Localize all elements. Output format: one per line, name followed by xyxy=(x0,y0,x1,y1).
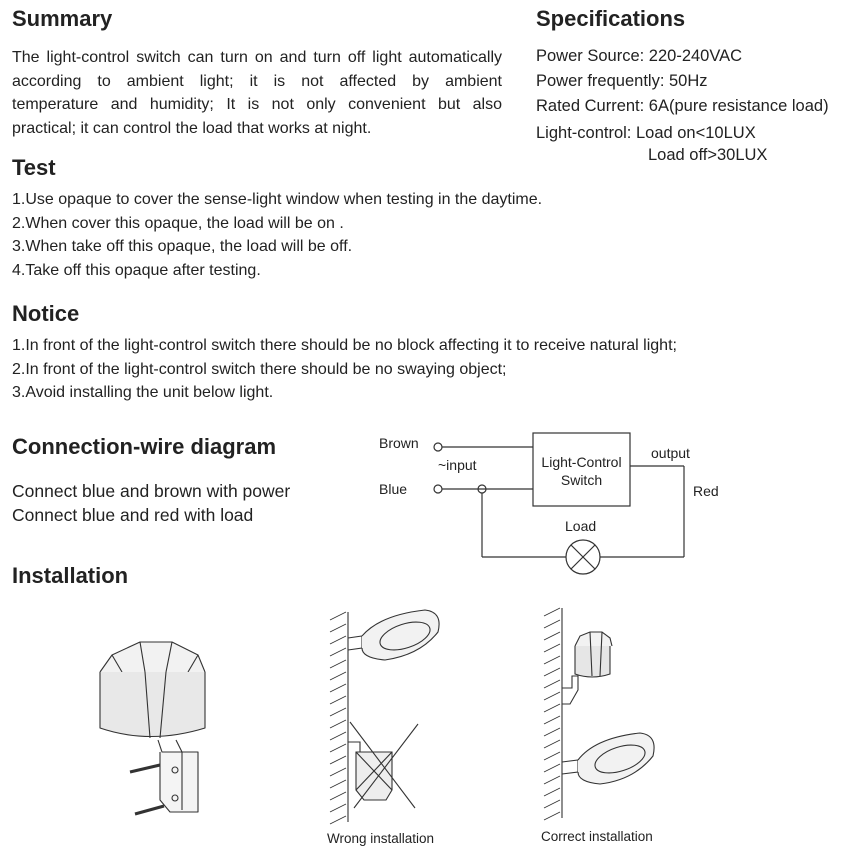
connection-line: Connect blue and red with load xyxy=(12,505,254,525)
notice-item: 2.In front of the light-control switch there should be no swaying object; xyxy=(12,360,507,378)
diagram-output-label: output xyxy=(651,445,690,461)
test-item: 3.When take off this opaque, the load will be off. xyxy=(12,238,353,255)
summary-line: The light-control switch can turn on and turn off light automatically xyxy=(12,49,502,66)
connection-line: Connect blue and brown with power xyxy=(12,481,291,501)
test-item: 2.When cover this opaque, the load will be on . xyxy=(12,214,344,232)
switch-label-line: Switch xyxy=(560,472,603,488)
spec-power-source: Power Source: 220-240VAC xyxy=(536,47,743,65)
notice-item: 1.In front of the light-control switch there should be no block affecting it to receive natural light; xyxy=(12,337,677,354)
summary-line: according to ambient light; it is not affected by ambient xyxy=(12,72,502,90)
connection-heading: Connection-wire diagram xyxy=(12,434,277,459)
diagram-brown-label: Brown xyxy=(379,435,419,451)
wrong-installation-caption: Wrong installation xyxy=(327,831,435,846)
diagram-blue-label: Blue xyxy=(379,481,408,497)
spec-power-frequency: Power frequently: 50Hz xyxy=(536,72,708,90)
test-heading: Test xyxy=(12,155,56,180)
installation-heading: Installation xyxy=(12,563,129,588)
correct-installation-caption: Correct installation xyxy=(541,829,653,844)
spec-rated-current: Rated Current: 6A(pure resistance load) xyxy=(536,97,829,115)
summary-line: temperature and humidity; It is not only convenient but also xyxy=(12,96,502,113)
diagram-red-label: Red xyxy=(693,483,719,499)
notice-item: 3.Avoid installing the unit below light. xyxy=(12,384,274,401)
diagram-load-label: Load xyxy=(565,518,597,534)
specifications-heading: Specifications xyxy=(536,6,686,31)
diagram-input-label: ~input xyxy=(438,457,477,473)
switch-label-line: Light-Control xyxy=(541,454,622,470)
notice-heading: Notice xyxy=(12,301,80,326)
summary-line: practical; it can control the load that works at night. xyxy=(12,119,372,137)
summary-heading: Summary xyxy=(12,6,113,31)
test-item: 1.Use opaque to cover the sense-light window when testing in the daytime. xyxy=(12,191,543,208)
spec-light-control-off: Load off>30LUX xyxy=(648,146,768,164)
test-item: 4.Take off this opaque after testing. xyxy=(12,261,261,279)
spec-light-control-on: Light-control: Load on<10LUX xyxy=(536,124,756,142)
